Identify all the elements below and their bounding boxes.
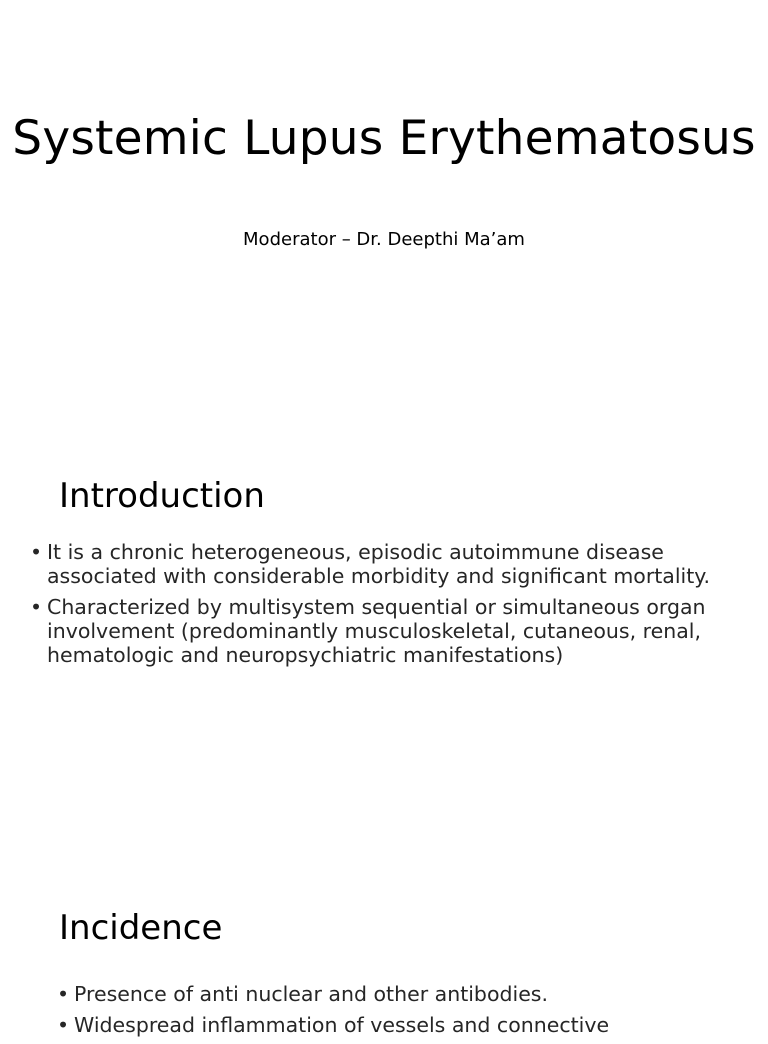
bullet-icon: • (57, 1013, 70, 1037)
bullet-list (57, 982, 737, 1044)
bullet-item (30, 540, 750, 588)
introduction-slide (0, 432, 768, 864)
bullet-text: Characterized by multisystem sequential or simultaneous organ involvement (predominantly musculoskeletal, cutaneous, renal, hematologic and neuropsychiatric manifestations) (47, 595, 706, 667)
bullet-item (30, 595, 750, 667)
slide-heading: Introduction (59, 476, 265, 516)
slide-heading: Incidence (59, 908, 223, 948)
bullet-item (57, 982, 737, 1006)
title-slide (0, 0, 768, 432)
presentation-subtitle: Moderator – Dr. Deepthi Ma’am (243, 229, 525, 250)
incidence-slide (0, 864, 768, 1037)
bullet-icon: • (30, 540, 43, 564)
bullet-text: It is a chronic heterogeneous, episodic autoimmune disease associated with considerable morbidity and significant mortality. (47, 540, 711, 588)
bullet-text: Widespread inflammation of vessels and connective (74, 1013, 610, 1037)
presentation-title: Systemic Lupus Erythematosus (12, 111, 756, 166)
bullet-list (30, 540, 750, 674)
bullet-icon: • (57, 982, 70, 1006)
bullet-item (57, 1013, 737, 1037)
bullet-text: Presence of anti nuclear and other antibodies. (74, 982, 549, 1006)
bullet-icon: • (30, 595, 43, 619)
